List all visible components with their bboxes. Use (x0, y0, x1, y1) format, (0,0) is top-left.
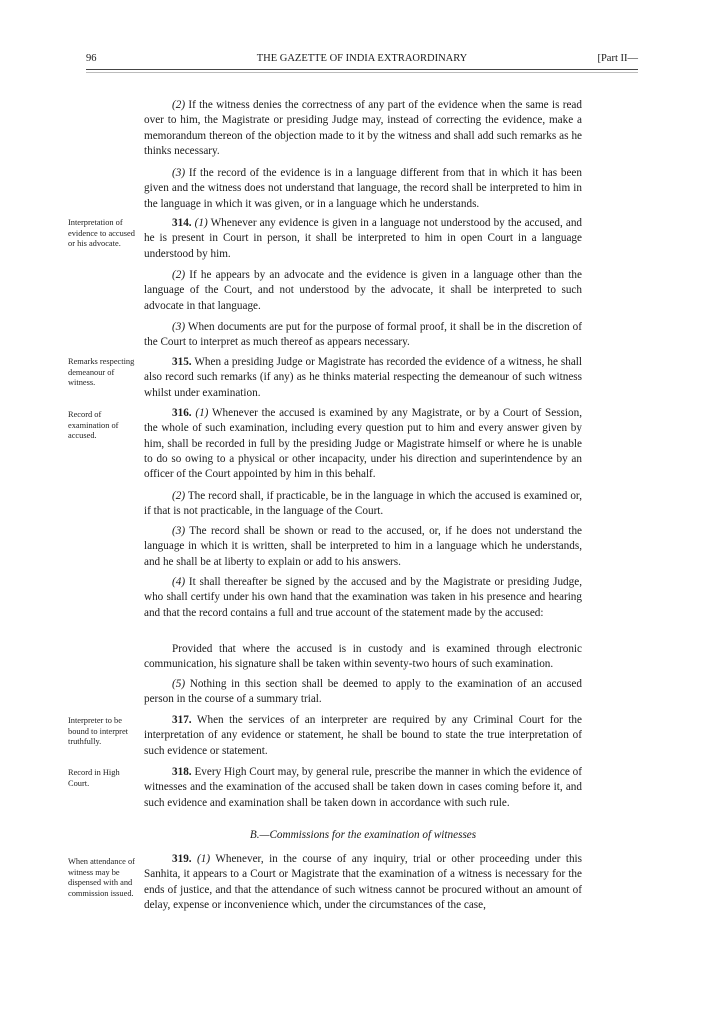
margin-note-318: Record in High Court. (68, 768, 120, 788)
margin-note-315: Remarks respecting demeanour of witness. (68, 357, 135, 388)
subheading-commissions: B.—Commissions for the examination of witnesses (249, 829, 477, 841)
section-316-4: (4) It shall thereafter be signed by the accused and by the Magistrate or presiding Judge, who shall certify under his own hand that the examination was taken in his presence and hearing and that the record contains a full and true account of the statement made by the accused: (144, 576, 582, 619)
section-317: 317. When the services of an interpreter are required by any Criminal Court for the interpretation of any evidence or statement, he shall be bound to state the true interpretation of such evidence or statement. (144, 714, 582, 757)
section-316-5: (5) Nothing in this section shall be deemed to apply to the examination of an accused person in the course of a summary trial. (144, 678, 582, 706)
section-319-1: 319. (1) Whenever, in the course of any inquiry, trial or other proceeding under this Sanhita, it appears to a Court or Magistrate that the examination of a witness is necessary for the ends of justice, and that the attendance of such witness cannot be procured without an amount of delay, expense or inconvenience which, under the circumstances of the case, (144, 853, 583, 911)
gazette-title: THE GAZETTE OF INDIA EXTRAORDINARY (256, 53, 468, 64)
section-316-2: (2) The record shall, if practicable, be in the language in which the accused is examined or, if that is not practicable, in the language of the Court. (144, 490, 582, 518)
part-label: [Part II— (597, 53, 638, 64)
margin-note-319: When attendance of witness may be dispensed with and commission issued. (68, 857, 135, 898)
margin-note-314: Interpretation of evidence to accused or his advocate. (68, 218, 135, 249)
margin-note-317: Interpreter to be bound to interpret truthfully. (68, 716, 129, 747)
section-314-2: (2) If he appears by an advocate and the evidence is given in a language other than the language of the Court, and not understood by the advocate, it shall be interpreted to such advocate in that language. (144, 269, 582, 312)
section-318: 318. Every High Court may, by general rule, prescribe the manner in which the evidence of witnesses and the examination of the accused shall be taken down in cases coming before it, and such evidence and examination shall be taken down in accordance with such rule. (144, 766, 582, 809)
section-316-1: 316. (1) Whenever the accused is examined by any Magistrate, or by a Court of Session, the whole of such examination, including every question put to him and every answer given by him, shall be recorded in full by the presiding Judge or Magistrate himself or where he is unable to do so owing to a physical or other incapacity, under his direction and superintendence by an officer of the Court appointed by him in this behalf. (144, 407, 583, 481)
section-316-3: (3) The record shall be shown or read to the accused, or, if he does not understand the language in which it is written, shall be interpreted to him in a language which he understands, and he shall be at liberty to explain or add to his answers. (144, 525, 582, 568)
paragraph-312-3: (3) If the record of the evidence is in a language different from that in which it has been given and the witness does not understand that language, the record shall be interpreted to him in the language in which it was given, or in a language which he understands. (144, 167, 582, 210)
paragraph-312-2: (2) If the witness denies the correctness of any part of the evidence when the same is read over to him, the Magistrate or presiding Judge may, instead of correcting the evidence, make a memorandum thereon of the objection made to it by the witness and shall add such remarks as he thinks necessary. (144, 99, 582, 157)
section-316-proviso: Provided that where the accused is in custody and is examined through electronic communication, his signature shall be taken within seventy-two hours of such examination. (144, 643, 582, 671)
margin-note-316: Record of examination of accused. (68, 410, 119, 441)
section-315: 315. When a presiding Judge or Magistrate has recorded the evidence of a witness, he shall also record such remarks (if any) as he thinks material respecting the demeanour of such witness whilst under examination. (144, 356, 582, 399)
header-rule (86, 69, 638, 73)
page-number: 96 (86, 53, 97, 64)
page-header (86, 53, 638, 69)
section-314-1: 314. (1) Whenever any evidence is given in a language not understood by the accused, and he is present in Court in person, it shall be interpreted to him in open Court in a language understood by him. (144, 217, 583, 260)
section-314-3: (3) When documents are put for the purpose of formal proof, it shall be in the discretion of the Court to interpret as much thereof as appears necessary. (144, 321, 582, 349)
